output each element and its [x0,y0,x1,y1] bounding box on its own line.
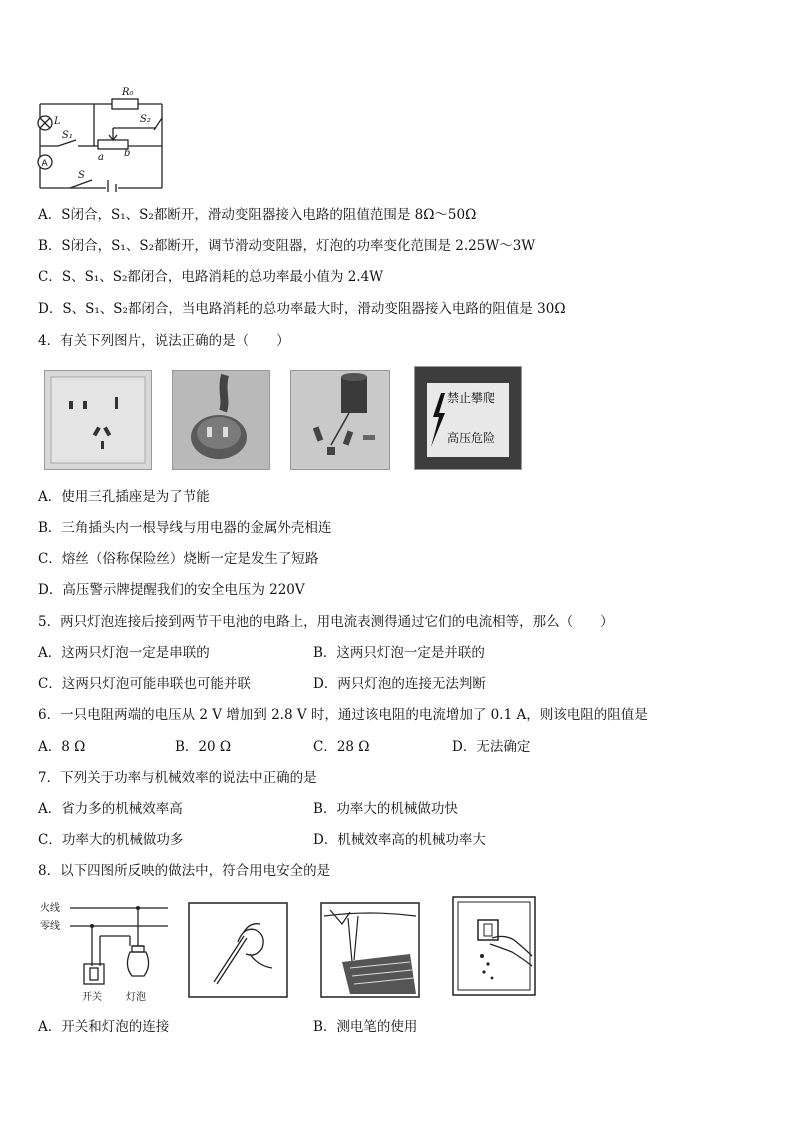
q8-figure-b-test-pen [188,902,288,998]
q5-option-d: D．两只灯泡的连接无法判断 [313,676,486,692]
q4-option-a: A．使用三孔插座是为了节能 [38,489,210,505]
lightning-icon [429,393,449,449]
q3-option-b: B．S闭合，S₁、S₂都断开，调节滑动变阻器，灯泡的功率变化范围是 2.25W～3W [38,238,536,254]
label-l: L [54,116,61,127]
q4-option-b: B．三角插头内一根导线与用电器的金属外壳相连 [38,520,332,536]
q6-option-b: B．20 Ω [175,739,232,755]
plug-illustration [173,371,269,469]
q4-option-c: C．熔丝（俗称保险丝）烧断一定是发生了短路 [38,551,319,567]
q3-option-c: C．S、S₁、S₂都闭合，电路消耗的总功率最小值为 2.4W [38,269,384,285]
q8-stem: 8．以下四图所反映的做法中，符合用电安全的是 [38,863,331,879]
q8-option-b: B．测电笔的使用 [313,1019,418,1035]
label-a: a [98,152,104,163]
q6-option-a: A．8 Ω [38,739,86,755]
socket-illustration [45,371,151,469]
label-bulb: 灯泡 [126,992,146,1003]
label-ammeter: A [41,159,48,169]
q7-option-d: D．机械效率高的机械功率大 [313,832,486,848]
socket-photo [44,370,152,470]
q3-option-d: D．S、S₁、S₂都闭合，当电路消耗的总功率最大时，滑动变阻器接入电路的阻值是 30Ω [38,301,566,317]
label-b: b [124,148,131,159]
q6-stem: 6．一只电阻两端的电压从 2 V 增加到 2.8 V 时，通过该电阻的电流增加了 0.1 A，则该电阻的阻值是 [38,707,648,723]
warning-sign-photo [414,366,522,470]
label-s2: S₂ [140,114,151,125]
q5-option-c: C．这两只灯泡可能串联也可能并联 [38,676,251,692]
q8-option-a: A．开关和灯泡的连接 [38,1019,170,1035]
q3-option-a: A．S闭合，S₁、S₂都断开，滑动变阻器接入电路的阻值范围是 8Ω～50Ω [38,207,477,223]
q3-circuit-diagram [36,84,166,192]
label-neutral-wire: 零线 [40,921,60,932]
label-s: S [78,170,85,181]
sign-text-1: 禁止攀爬 [447,391,496,405]
q5-option-a: A．这两只灯泡一定是串联的 [38,645,210,661]
q7-stem: 7．下列关于功率与机械效率的说法中正确的是 [38,770,317,786]
q7-option-c: C．功率大的机械做功多 [38,832,184,848]
q5-stem: 5．两只灯泡连接后接到两节干电池的电路上，用电流表测得通过它们的电流相等，那么（ ） [38,614,614,630]
sign-board [427,383,509,457]
label-r0: R₀ [122,87,134,98]
label-switch: 开关 [82,992,102,1003]
q5-option-b: B．这两只灯泡一定是并联的 [313,645,485,661]
q8-figure-c-wires [320,902,420,998]
label-live-wire: 火线 [40,903,60,914]
fuse-illustration [291,371,389,469]
q6-option-d: D．无法确定 [452,739,531,755]
plug-photo [172,370,270,470]
q8-figure-d-switch [452,896,536,996]
q7-option-a: A．省力多的机械效率高 [38,801,183,817]
q6-option-c: C．28 Ω [313,739,370,755]
sign-text-2: 高压危险 [447,431,496,445]
q7-option-b: B．功率大的机械做功快 [313,801,458,817]
fuse-photo [290,370,390,470]
q8-figure-a-wiring [40,896,170,1008]
q4-stem: 4．有关下列图片，说法正确的是（ ） [38,333,290,349]
label-s1: S₁ [62,130,73,141]
q4-option-d: D．高压警示牌提醒我们的安全电压为 220V [38,582,305,598]
